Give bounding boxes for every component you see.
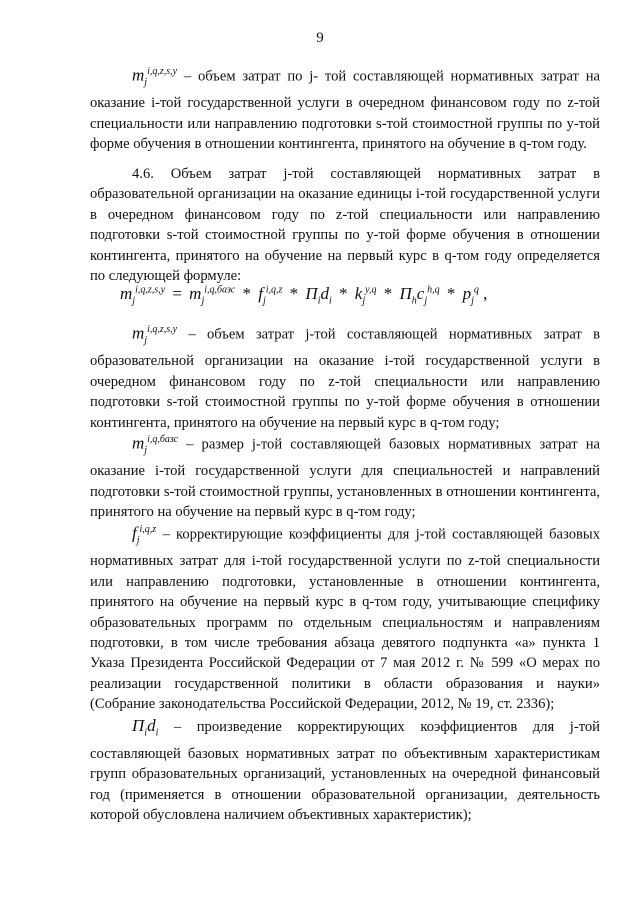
symbol-f: $f_j^{i,q,z}$ bbox=[132, 523, 157, 547]
definition-text: – размер j-той составляющей базовых нормативных затрат на оказание i-той государственной услуги для специальностей и направлений подготовки s-той стоимостной группы, установленных в отношении контингента, принятого на обучение на первый курс в q-том году; bbox=[90, 436, 600, 521]
formula-p-term: $p_j^q$ bbox=[462, 284, 479, 307]
formula-product-d: $П_id_i$ bbox=[305, 284, 332, 307]
definition-text: – произведение корректирующих коэффициентов для j-той составляющей базовых нормативных затрат по объективным характеристикам групп образовательных организаций, установленных на очередной финансовый год (применяется в отношении образовательной организации, деятельность которой обусловлена наличием объективных характеристик); bbox=[90, 719, 600, 824]
page-number: 9 bbox=[316, 30, 324, 46]
section-text: 4.6. Объем затрат j-той составляющей нормативных затрат в образовательной организации на оказание единицы i-той государственной услуги в очередном финансовом году по z-той специальности или направлению подготовки s-той стоимостной группы по y-той форме обучения в отношении контингента, принятого на обучение на первый курс в q-том году определяется по следующей формуле: bbox=[90, 166, 600, 285]
symbol-m: $m_j^{i,q,z,s,y}$ bbox=[132, 65, 178, 89]
definition-f bbox=[90, 520, 600, 715]
definition-pi-d bbox=[90, 716, 600, 825]
definition-text: – объем затрат j-той составляющей нормативных затрат в образовательной организации на оказание i-той государственной услуги в очередном финансовом году по z-той специальности или направлению подготовки s-той стоимостной группы по y-той форме обучения в отношении контингента, принятого на обучение на первый курс в q-том году; bbox=[90, 326, 600, 431]
definition-text: – корректирующие коэффициенты для j-той составляющей базовых нормативных затрат для i-той государственной услуги по z-той специальности или направлению подготовки, установленные в отношении контингента, принятого на обучение на первый курс в q-том году, учитывающие специфику образовательных программ по отдельным специальностям и направлениям подготовки, в том числе требования абзаца девятого подпункта «а» пункта 1 Указа Президента Российской Федерации от 7 мая 2012 г. № 599 «О мерах по реализации государственной политики в области образования и науки» (Собрание законодательства Российской Федерации, 2012, № 19, ст. 2336); bbox=[90, 526, 600, 713]
formula-lhs: $m_j^{i,q,z,s,y}$ bbox=[120, 284, 166, 307]
formula-base-term: $m_j^{i,q,базс}$ bbox=[189, 284, 236, 307]
formula-k-term: $k_j^{y,q}$ bbox=[354, 284, 377, 307]
symbol-pi-d: $П_id_i$ bbox=[132, 716, 159, 739]
main-formula: $m_j^{i,q,z,s,y} = m_j^{i,q,базс} * f_j^{i,q,z} * П_id_i * k_j^{y,q} * П_hc_j^{h,q} * p_j^q$ , bbox=[120, 284, 488, 307]
section-4-6 bbox=[90, 164, 600, 286]
symbol-m-base: $m_j^{i,q,базс}$ bbox=[132, 433, 179, 457]
definition-text: – объем затрат по j- той составляющей нормативных затрат на оказание i-той государственной услуги в очередном финансовом году по z-той специальности или направлению подготовки s-той стоимостной группы по y-той форме обучения в отношении контингента, принятого на обучение в q-том году. bbox=[90, 68, 600, 153]
definition-m-base bbox=[90, 430, 600, 523]
symbol-m: $m_j^{i,q,z,s,y}$ bbox=[132, 323, 178, 347]
definition-m-org bbox=[90, 320, 600, 433]
definition-m-total bbox=[90, 62, 600, 155]
formula-product-c: $П_hc_j^{h,q}$ bbox=[399, 284, 440, 307]
formula-f-term: $f_j^{i,q,z}$ bbox=[258, 284, 283, 307]
